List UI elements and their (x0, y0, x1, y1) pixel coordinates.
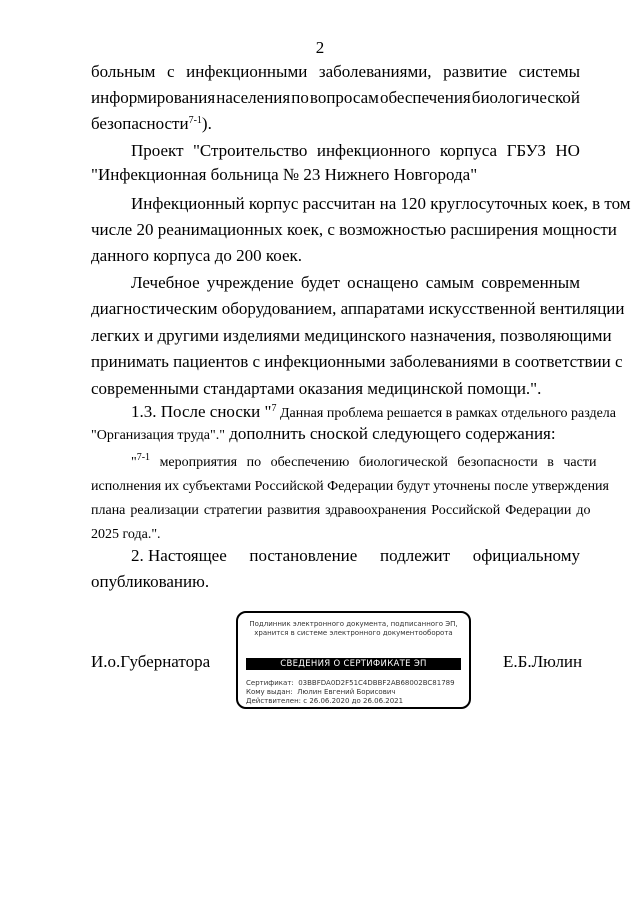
text-line: данного корпуса до 200 коек. (91, 246, 303, 265)
text-line: Лечебное учреждение будет оснащено самым современным (131, 273, 580, 292)
text-line: диагностическим оборудованием, аппаратами искусственной вентиляции (91, 299, 625, 318)
signer-position: И.о.Губернатора (91, 652, 211, 671)
stamp-header: Подлинник электронного документа, подписанного ЭП, хранится в системе электронного документооборота (249, 620, 458, 637)
issued-to-row: Кому выдан: Люлин Евгений Борисович (246, 688, 396, 696)
signer-name: Е.Б.Люлин (503, 652, 583, 671)
text-line: принимать пациентов с инфекционными заболеваниями в соответствии с (91, 352, 623, 371)
text-line: информирования населения по вопросам обеспечения биологической (91, 88, 580, 107)
footnote-line: исполнения их субъектами Российской Федерации будут уточнены после утверждения (91, 479, 609, 494)
stamp-title: СВЕДЕНИЯ О СЕРТИФИКАТЕ ЭП (246, 658, 461, 670)
certificate-row: Сертификат: 03BBFDA0D2F51C4DBBF2AB68002BC81789 (246, 679, 455, 687)
footnote-ref: 7 (271, 403, 277, 414)
text-line: 1.3. После сноски "$^7$ Данная проблема решается в рамках отдельного раздела (131, 402, 617, 421)
text-line: Проект "Строительство инфекционного корпуса ГБУЗ НО (131, 141, 580, 160)
text-line: легких и другими изделиями медицинского назначения, позволяющими (91, 326, 612, 345)
footnote-ref: 7-1 (188, 115, 202, 126)
page-number: 2 (315, 38, 325, 57)
electronic-signature-stamp (236, 611, 471, 709)
footnote-line: плана реализации стратегии развития здравоохранения Российской Федерации до (91, 503, 591, 518)
stamp-details (246, 679, 455, 706)
text-line: числе 20 реанимационных коек, с возможностью расширения мощности (91, 220, 617, 239)
footnote-ref: 7-1 (136, 452, 151, 463)
footnote-line: "$^{7-1}$ мероприятия по обеспечению биологической безопасности в части (131, 452, 597, 470)
text-line: больным с инфекционными заболеваниями, развитие системы (91, 62, 580, 81)
text-line: безопасности$^{7-1}$). (91, 114, 212, 133)
text-line: опубликованию. (91, 572, 210, 591)
text-line: Инфекционный корпус рассчитан на 120 круглосуточных коек, в том (131, 194, 631, 213)
text-line: "Организация труда"." дополнить сноской следующего содержания: (91, 424, 556, 443)
footnote-line: 2025 года.". (91, 527, 161, 542)
valid-row: Действителен: с 26.06.2020 до 26.06.2021 (246, 697, 404, 705)
text-line: современными стандартами оказания медицинской помощи.". (91, 379, 542, 398)
text-line: "Инфекционная больница № 23 Нижнего Новгорода" (91, 165, 478, 184)
text-line: 2. Настоящее постановление подлежит официальному (131, 546, 580, 565)
